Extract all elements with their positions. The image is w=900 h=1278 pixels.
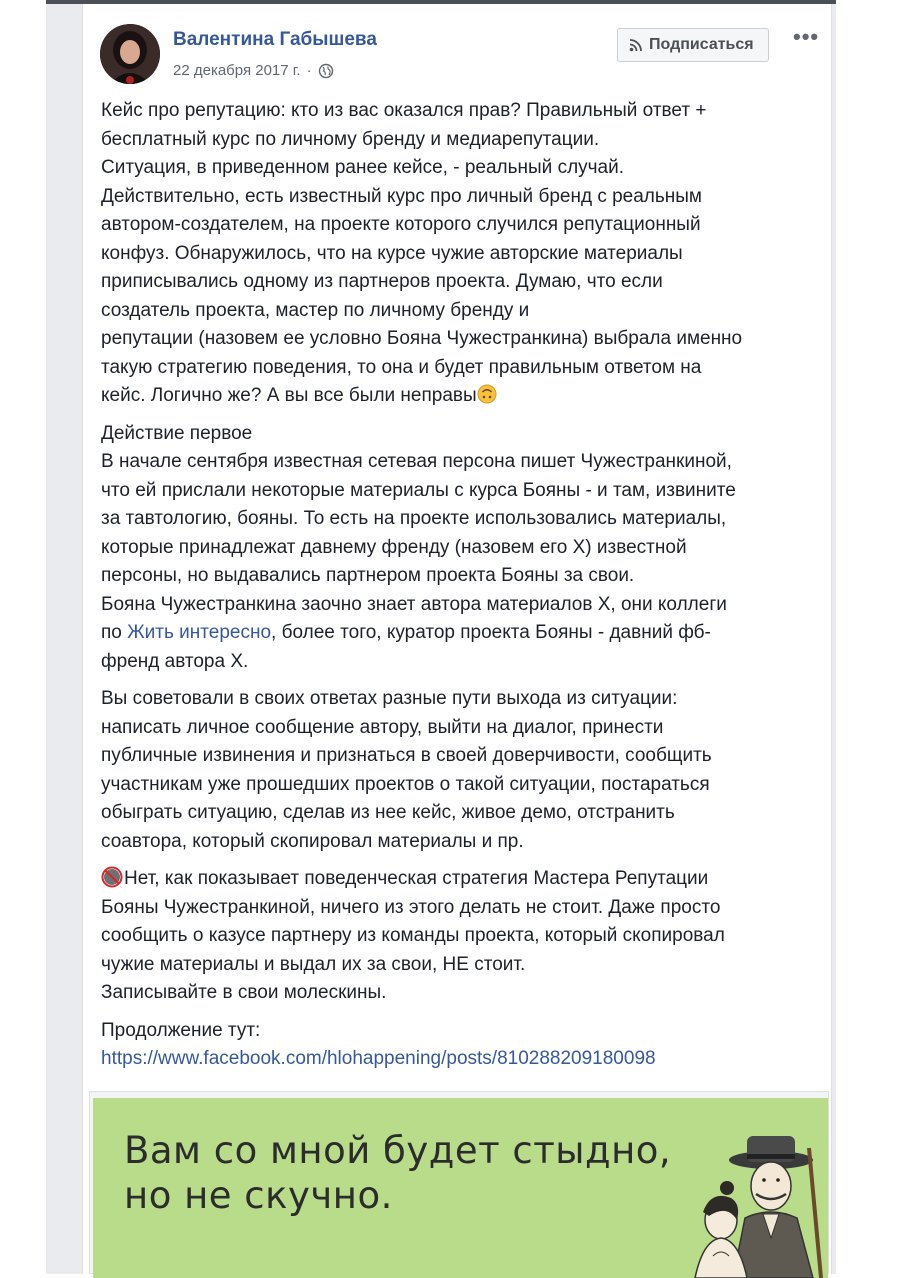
p2-line: Бояна Чужестранкина заочно знает автора материалов Х, они коллеги bbox=[101, 593, 727, 615]
p1-line: автором-создателем, на проекте которого случился репутационный bbox=[101, 214, 701, 235]
globe-icon[interactable] bbox=[318, 63, 334, 79]
post-body bbox=[101, 97, 821, 1074]
paragraph-5 bbox=[101, 1017, 821, 1074]
p3-line: написать личное сообщение автору, выйти на диалог, принести bbox=[101, 716, 664, 738]
meta-separator: · bbox=[306, 62, 312, 79]
paragraph-4 bbox=[101, 865, 821, 1008]
paragraph-2 bbox=[101, 420, 821, 677]
p1-line: Ситуация, в приведенном ранее кейсе, - реальный случай. bbox=[101, 157, 625, 178]
p3-line: обыграть ситуацию, сделав из нее кейс, живое демо, отстранить bbox=[101, 802, 675, 823]
avatar-photo-icon bbox=[100, 24, 160, 84]
p3-line: Вы советовали в своих ответах разные пути выхода из ситуации: bbox=[101, 688, 678, 709]
p4-line: чужие материалы и выдал их за свои, НЕ стоит. bbox=[101, 953, 526, 975]
upside-down-smile-icon bbox=[477, 384, 497, 404]
p2-line: что ей прислали некоторые материалы с курса Бояны - и там, извините bbox=[101, 479, 736, 501]
p1-line: создатель проекта, мастер по личному бренду и bbox=[101, 299, 530, 321]
no-entry-icon bbox=[101, 866, 123, 888]
p4-line: сообщить о казусе партнеру из команды проекта, который скопировал bbox=[101, 925, 725, 946]
subscribe-label: Подписаться bbox=[649, 36, 754, 53]
image-caption-line: но не скучно. bbox=[124, 1174, 393, 1217]
p4-line: Бояны Чужестранкиной, ничего из этого делать не стоит. Даже просто bbox=[101, 896, 721, 918]
p2-line: персоны, но выдавались партнером проекта Бояны за свои. bbox=[101, 565, 635, 586]
rss-icon bbox=[629, 38, 643, 52]
p2-line: , более того, куратор проекта Бояны - давний фб- bbox=[271, 622, 711, 643]
post-image[interactable] bbox=[93, 1098, 828, 1278]
post-card bbox=[82, 4, 832, 1274]
p1-line: Кейс про репутацию: кто из вас оказался прав? Правильный ответ + bbox=[101, 100, 707, 121]
paragraph-1 bbox=[101, 97, 821, 411]
p2-line: В начале сентября известная сетевая персона пишет Чужестранкиной, bbox=[101, 451, 732, 472]
subscribe-button[interactable] bbox=[617, 28, 769, 62]
p1-line: кейс. Логично же? А вы все были неправы bbox=[101, 385, 477, 406]
post-meta bbox=[173, 62, 334, 79]
author-name[interactable]: Валентина Габышева bbox=[173, 29, 377, 50]
avatar[interactable] bbox=[100, 24, 160, 84]
p2-line: Действие первое bbox=[101, 422, 253, 444]
continuation-link[interactable]: https://www.facebook.com/hlohappening/posts/810288209180098 bbox=[101, 1048, 656, 1069]
p1-line: репутации (назовем ее условно Бояна Чужестранкина) выбрала именно bbox=[101, 328, 743, 349]
post-image-frame[interactable] bbox=[89, 1091, 829, 1274]
continuation-label: Продолжение тут: bbox=[101, 1019, 261, 1041]
image-caption-line: Вам со мной будет стыдно, bbox=[124, 1129, 672, 1172]
p1-line: бесплатный курс по личному бренду и медиарепутации. bbox=[101, 128, 600, 150]
zhit-interesno-link[interactable]: Жить интересно bbox=[127, 622, 272, 643]
p3-line: публичные извинения и признаться в своей доверчивости, сообщить bbox=[101, 745, 712, 766]
p4-line: Записывайте в свои молескины. bbox=[101, 982, 387, 1003]
paragraph-3 bbox=[101, 685, 821, 856]
post-header bbox=[100, 24, 820, 90]
p2-line: френд автора Х. bbox=[101, 650, 249, 672]
p4-line: Нет, как показывает поведенческая стратегия Мастера Репутации bbox=[124, 868, 709, 889]
more-options-icon[interactable]: ••• bbox=[793, 24, 820, 49]
p1-line: конфуз. Обнаружилось, что на курсе чужие авторские материалы bbox=[101, 242, 683, 264]
p1-line: приписывались одному из партнеров проекта. Думаю, что если bbox=[101, 271, 663, 292]
p2-line: которые принадлежат давнему френду (назовем его Х) известной bbox=[101, 536, 687, 558]
image-caption bbox=[124, 1128, 671, 1218]
p1-line: такую стратегию поведения, то она и будет правильным ответом на bbox=[101, 356, 702, 378]
p2-line: по bbox=[101, 622, 128, 643]
p3-line: участникам уже прошедших проектов о такой ситуации, постараться bbox=[101, 773, 710, 795]
p3-line: соавтора, который скопировал материалы и пр. bbox=[101, 830, 524, 852]
vintage-couple-illustration-icon bbox=[613, 1128, 828, 1278]
post-date[interactable]: 22 декабря 2017 г. bbox=[173, 62, 301, 79]
p1-line: Действительно, есть известный курс про личный бренд с реальным bbox=[101, 185, 702, 207]
p2-line: за тавтологию, бояны. То есть на проекте использовались материалы, bbox=[101, 508, 727, 529]
